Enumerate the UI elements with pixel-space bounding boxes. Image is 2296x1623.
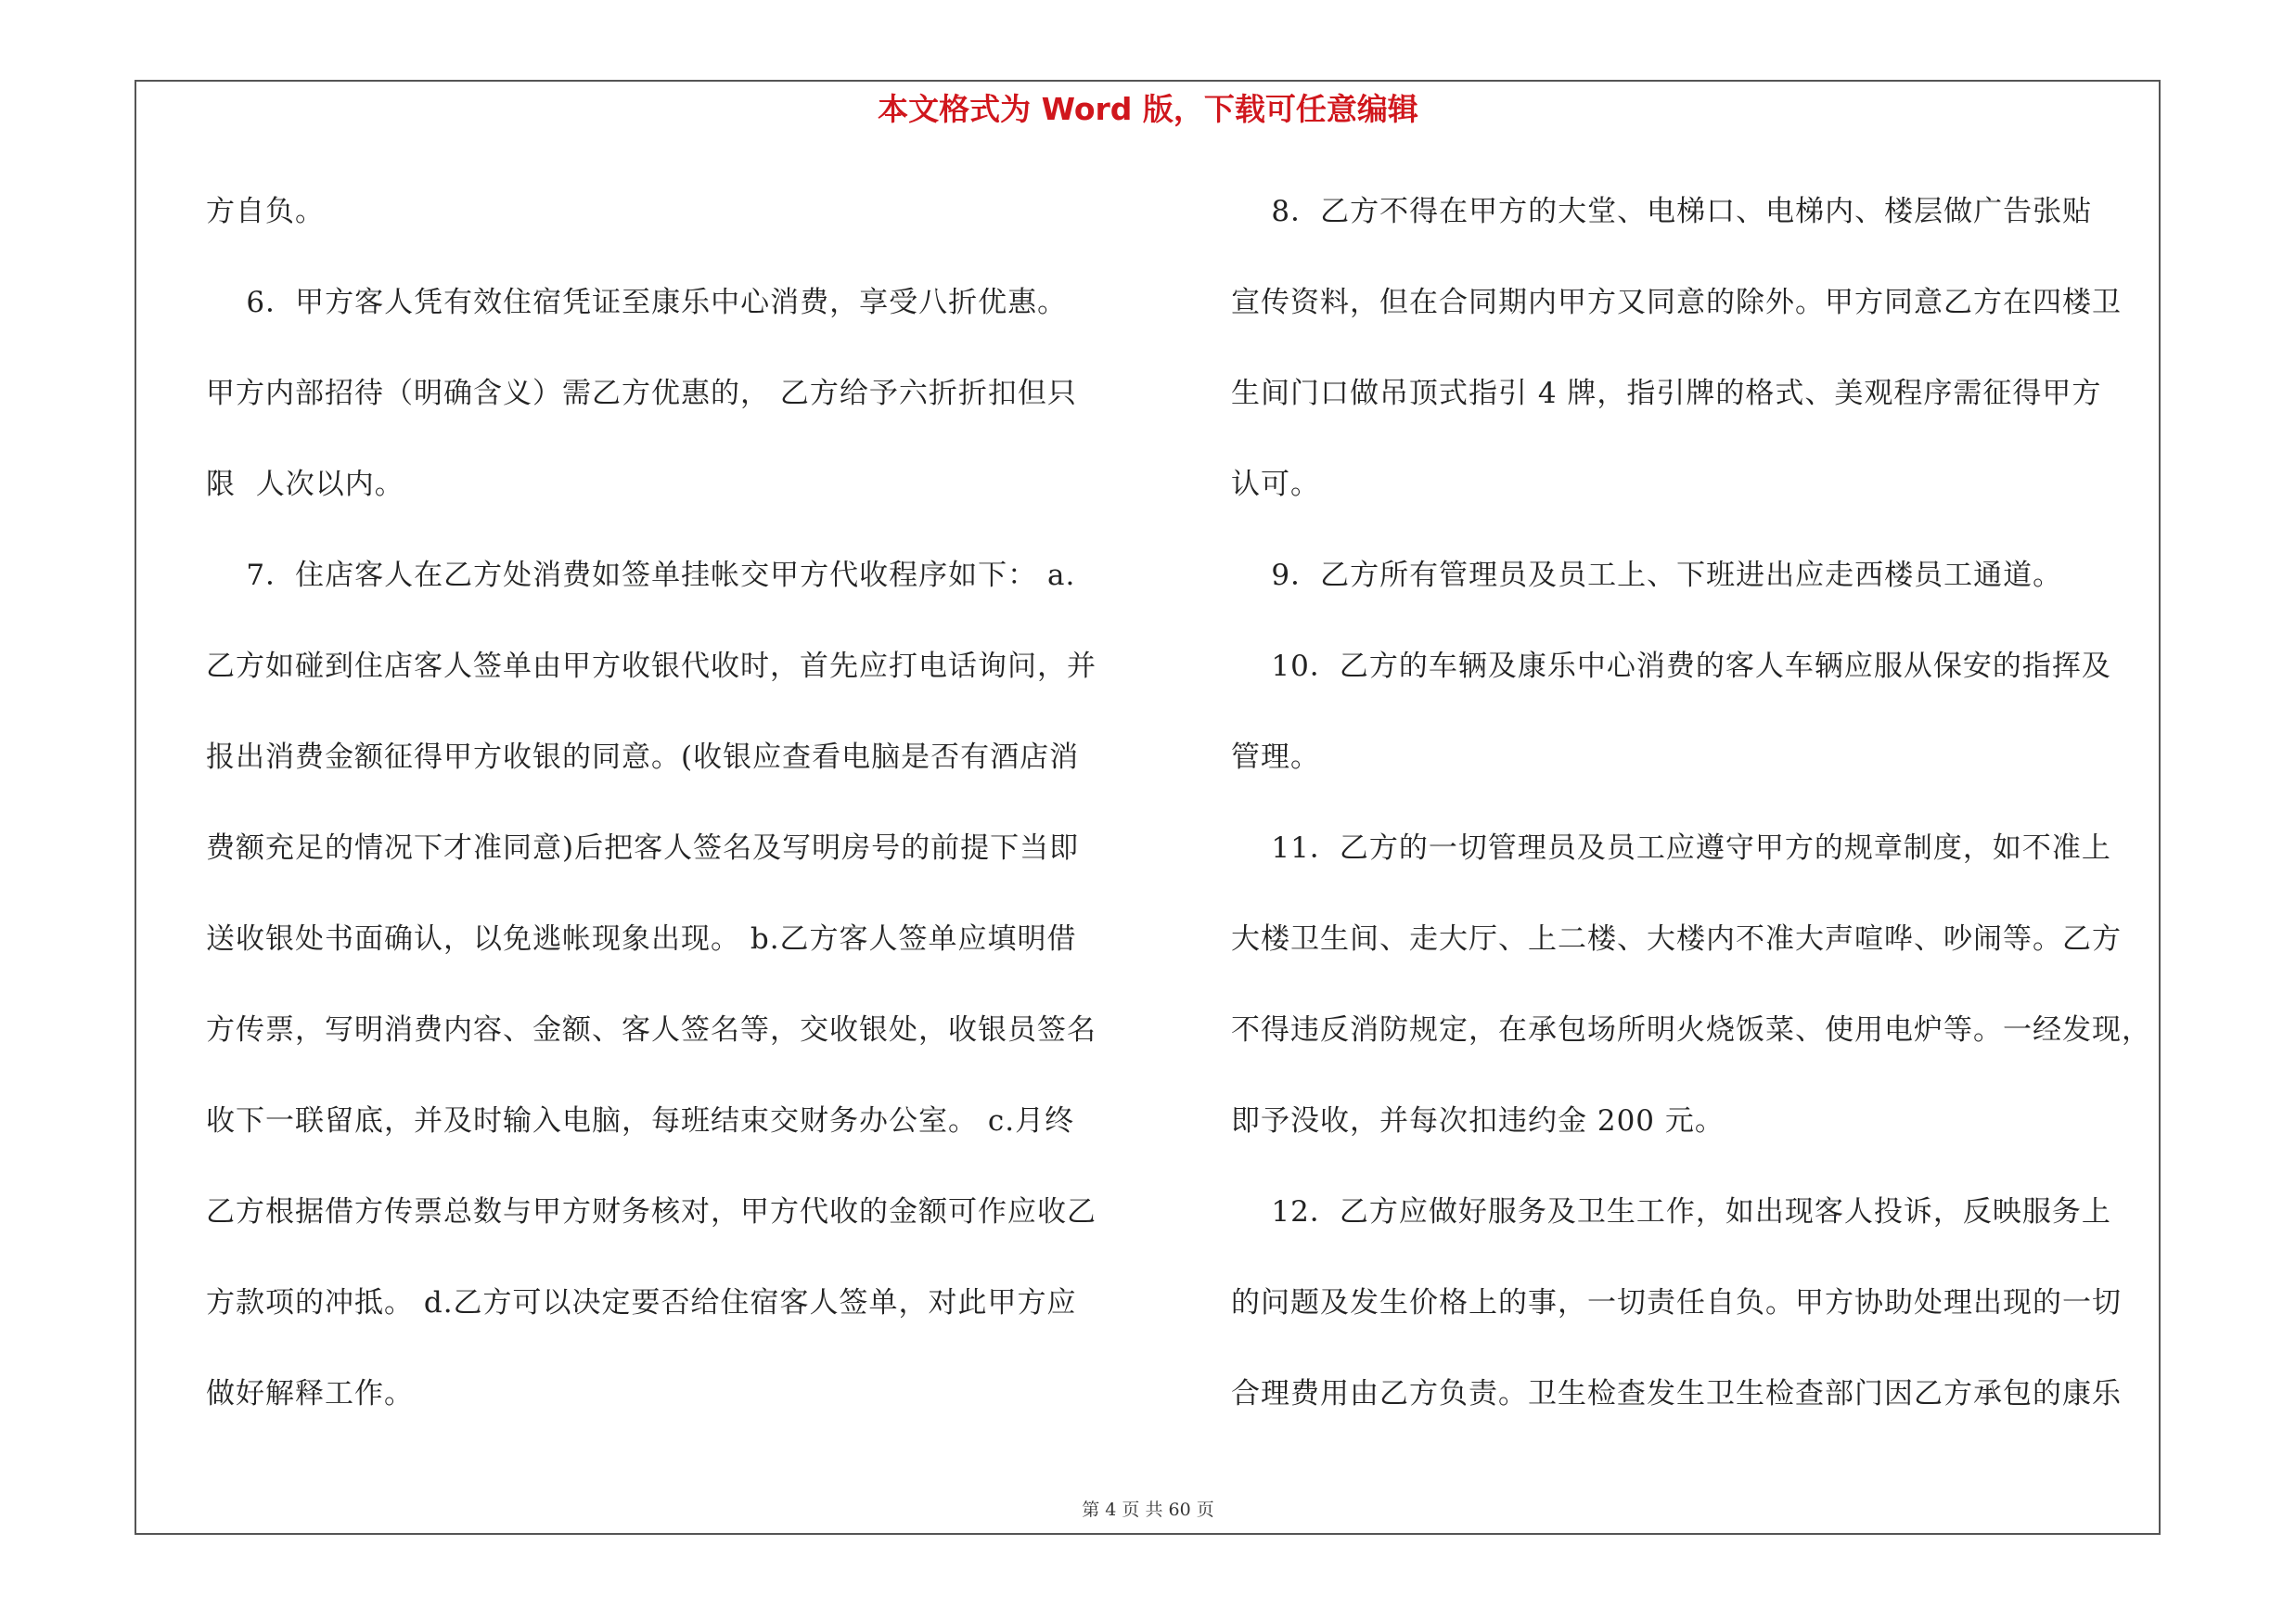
text-line: 生间门口做吊顶式指引 4 牌，指引牌的格式、美观程序需征得甲方 bbox=[1231, 377, 2102, 410]
text-line: 不得违反消防规定，在承包场所明火烧饭菜、使用电炉等。一经发现， bbox=[1231, 1013, 2151, 1047]
left-text-column bbox=[206, 182, 1143, 1455]
text-line: 方自负。 bbox=[206, 195, 325, 228]
text-line: 宣传资料，但在合同期内甲方又同意的除外。甲方同意乙方在四楼卫 bbox=[1231, 286, 2122, 319]
text-line: 认可。 bbox=[1231, 468, 1320, 501]
text-line: 限 人次以内。 bbox=[206, 468, 404, 501]
text-line: 7．住店客人在乙方处消费如签单挂帐交甲方代收程序如下： a. bbox=[206, 559, 1076, 592]
text-line: 收下一联留底，并及时输入电脑，每班结束交财务办公室。 c.月终 bbox=[206, 1104, 1075, 1138]
text-line: 乙方根据借方传票总数与甲方财务核对，甲方代收的金额可作应收乙 bbox=[206, 1195, 1097, 1229]
text-line: 6．甲方客人凭有效住宿凭证至康乐中心消费，享受八折优惠。 bbox=[206, 286, 1068, 319]
text-line: 9．乙方所有管理员及员工上、下班进出应走西楼员工通道。 bbox=[1231, 559, 2063, 592]
text-line: 8．乙方不得在甲方的大堂、电梯口、电梯内、楼层做广告张贴 bbox=[1231, 195, 2093, 228]
document-banner: 本文格式为 Word 版，下载可任意编辑 bbox=[878, 91, 1418, 127]
text-line: 方款项的冲抵。 d.乙方可以决定要否给住宿客人签单，对此甲方应 bbox=[206, 1286, 1077, 1320]
text-line: 的问题及发生价格上的事，一切责任自负。甲方协助处理出现的一切 bbox=[1231, 1286, 2122, 1320]
text-line: 乙方如碰到住店客人签单由甲方收银代收时，首先应打电话询问，并 bbox=[206, 650, 1097, 683]
text-line: 报出消费金额征得甲方收银的同意。(收银应查看电脑是否有酒店消 bbox=[206, 741, 1080, 774]
text-line: 费额充足的情况下才准同意)后把客人签名及写明房号的前提下当即 bbox=[206, 831, 1080, 865]
text-line: 大楼卫生间、走大厅、上二楼、大楼内不准大声喧哗、吵闹等。乙方 bbox=[1231, 922, 2122, 956]
text-line: 10．乙方的车辆及康乐中心消费的客人车辆应服从保安的指挥及 bbox=[1231, 650, 2111, 683]
text-line: 即予没收，并每次扣违约金 200 元。 bbox=[1231, 1104, 1725, 1138]
text-line: 12．乙方应做好服务及卫生工作，如出现客人投诉，反映服务上 bbox=[1231, 1195, 2111, 1229]
text-line: 甲方内部招待（明确含义）需乙方优惠的， 乙方给予六折折扣但只 bbox=[206, 377, 1077, 410]
text-line: 方传票，写明消费内容、金额、客人签名等，交收银处，收银员签名 bbox=[206, 1013, 1097, 1047]
text-line: 管理。 bbox=[1231, 741, 1320, 774]
text-line: 送收银处书面确认，以免逃帐现象出现。 b.乙方客人签单应填明借 bbox=[206, 922, 1077, 956]
text-line: 做好解释工作。 bbox=[206, 1377, 414, 1410]
page-number: 第 4 页 共 60 页 bbox=[1082, 1500, 1214, 1520]
text-line: 合理费用由乙方负责。卫生检查发生卫生检查部门因乙方承包的康乐 bbox=[1231, 1377, 2122, 1410]
right-text-column bbox=[1231, 182, 2159, 1455]
text-line: 11．乙方的一切管理员及员工应遵守甲方的规章制度，如不准上 bbox=[1231, 831, 2111, 865]
